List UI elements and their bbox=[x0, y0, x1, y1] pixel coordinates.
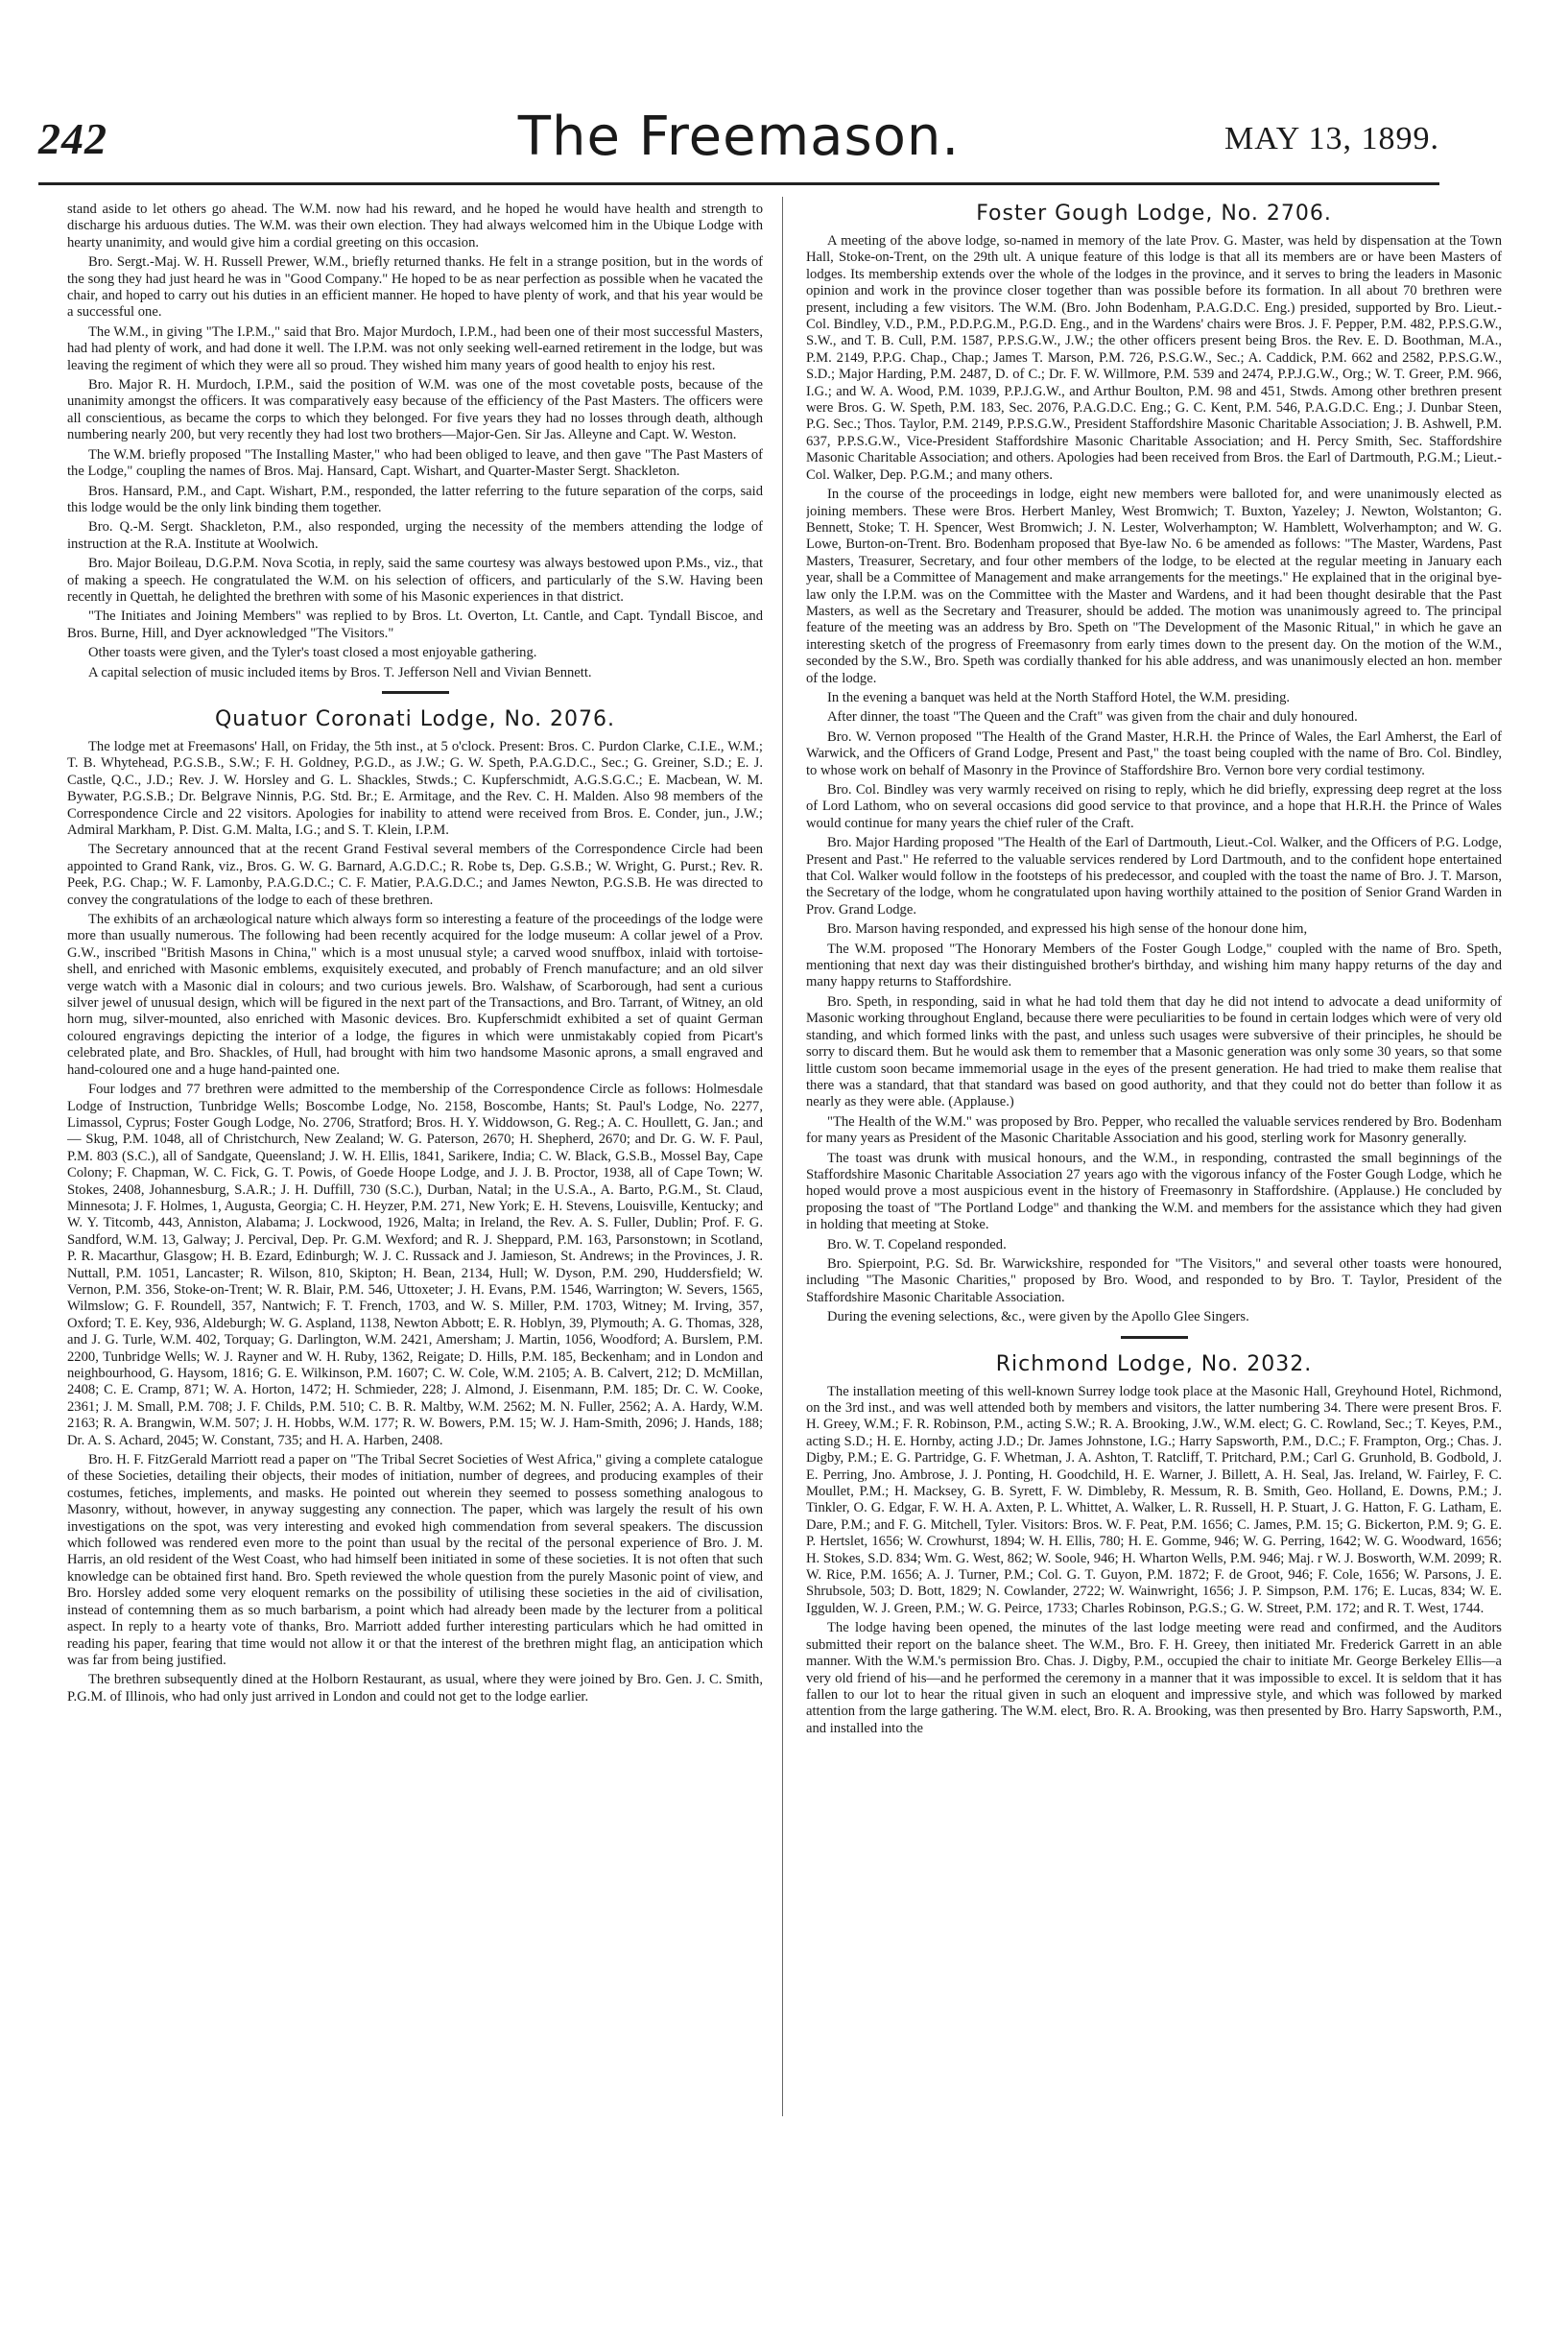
section-rule bbox=[1121, 1336, 1188, 1339]
article-paragraph: After dinner, the toast "The Queen and the Craft" was given from the chair and duly honoured. bbox=[827, 709, 1358, 726]
quatuor-coronati-heading: Quatuor Coronati Lodge, No. 2076. bbox=[214, 706, 616, 731]
article-paragraph: Bro. Sergt.-Maj. W. H. Russell Prewer, W.M., briefly returned thanks. He felt in a strange position, but in the words of the song they had just heard he was in "Good Company." He hoped to be as near perfection as possible when he vacated the chair, and hoped to carry out his duties in an efficient manner. He hoped to have plenty of work, and that his year would be a successful one. bbox=[67, 254, 763, 321]
article-paragraph: The exhibits of an archæological nature which always form so interesting a feature of the proceedings of the lodge were more than usually numerous. The following had been recently acquired for the lodge museum: A collar jewel of a Prov. G.W., inscribed "British Masons in China," which is a most unusual style; a carved wood snuffbox, inlaid with tortoise-shell, and enriched with Masonic emblems, exquisitely executed, and probably of French manufacture; and an old silver verge watch with a Masonic dial in colours; and two curious jewels. Bro. Walshaw, of Scarborough, had sent a curious silver jewel of unusual design, which will be figured in the next part of the Transactions, and Bro. Tarrant, of Witney, an old horn mug, silver-mounted, also enriched with Masonic devices. Bro. Kupferschmidt exhibited a set of quaint German coloured engravings depicting the interior of a lodge, the figures in which were unmistakably copied from Picart's celebrated plate, and Bro. Shackles, of Hull, had brought with him two handsome Masonic aprons, a small engraved and hand-coloured one and a huge hand-painted one. bbox=[67, 912, 763, 1078]
article-paragraph: Bro. Major Harding proposed "The Health of the Earl of Dartmouth, Lieut.-Col. Walker, and the Officers of P.G. Lodge, Present and Past." He referred to the valuable services rendered by Lord Dartmouth, and to the confident hope entertained that Col. Walker would follow in the footsteps of his predecessor, and coupled with the toast the name of Bro. J. T. Marson, the Secretary of the lodge, whom he congratulated upon having worthily attained to the position of Senior Grand Warden in Prov. Grand Lodge. bbox=[806, 835, 1502, 918]
article-paragraph: The brethren subsequently dined at the Holborn Restaurant, as usual, where they were joined by Bro. Gen. J. C. Smith, P.G.M. of Illinois, who had only just arrived in London and could not get to the lodge earlier. bbox=[67, 1672, 763, 1705]
article-paragraph: stand aside to let others go ahead. The W.M. now had his reward, and he hoped he would have health and strength to discharge his arduous duties. The W.M. was their own election. They had always welcomed him in the Ubique Lodge with hearty unanimity, and would give him a cordial greeting on this occasion. bbox=[67, 202, 763, 250]
article-paragraph: The W.M. briefly proposed "The Installing Master," who had been obliged to leave, and then gave "The Past Masters of the Lodge," coupling the names of Bros. Maj. Hansard, Capt. Wishart, and Quarter-Master Sergt. Shackleton. bbox=[67, 446, 763, 480]
paper-title: The Freemason. bbox=[517, 106, 961, 168]
article-paragraph: The Secretary announced that at the recent Grand Festival several members of the Correspondence Circle had been appointed to Grand Rank, viz., Bros. G. W. G. Barnard, A.G.D.C.; R. Robe ts, Dep. G.S.B.; W. Wright, G. Purst.; Rev. R. Peek, P.G. Chap.; W. F. Lamonby, P.A.G.D.C.; C. F. Matier, P.A.G.D.C.; and James Newton, P.G.S.B. He was directed to convey the congratulations of the lodge to each of these brethren. bbox=[67, 842, 763, 908]
article-paragraph: "The Health of the W.M." was proposed by Bro. Pepper, who recalled the valuable services rendered by Bro. Bodenham for many years as President of the Masonic Charitable Association and his good, sterling work for Masonry generally. bbox=[806, 1113, 1502, 1147]
article-paragraph: Bro. W. T. Copeland responded. bbox=[827, 1236, 1007, 1252]
article-paragraph: A meeting of the above lodge, so-named in memory of the late Prov. G. Master, was held by dispensation at the Town Hall, Stoke-on-Trent, on the 29th ult. A unique feature of this lodge is that all its members are or have been Masters of lodges. Its membership extends over the whole of the lodges in the province, and it serves to bring the leaders in Masonic opinion and work in the province closer together than was possible before its formation. In all about 70 brethren were present, including a few visitors. The W.M. (Bro. John Bodenham, P.A.G.D.C. Eng.) presided, supported by Bro. Lieut.-Col. Bindley, V.D., P.M., P.D.P.G.M., P.G.D. Eng., and in the Wardens' chairs were Bros. J. F. Pepper, P.M. 482, P.P.S.G.W., S.W., and T. B. Cull, P.M. 1587, P.P.S.G.W., J.W.; the other officers present being Bros. the Rev. E. D. Boothman, M.A., P.M. 2149, P.P.G. Chap., Chap.; James T. Marson, P.M. 726, P.S.G.W., Sec.; A. Caddick, P.M. 662 and 2582, P.P.S.G.W., S.D.; Major Harding, P.M. 2487, D. of C.; Dr. F. W. Willmore, P.M. 539 and 2474, P.P.J.G.W., Org.; W. T. Greer, P.M. 966, I.G.; and W. A. Wood, P.M. 1039, P.P.J.G.W., and Arthur Boulton, P.M. 98 and 451, Stwds. Among other brethren present were Bros. G. W. Speth, P.M. 183, Sec. 2076, P.A.G.D.C. Eng.; G. C. Kent, P.M. 546, P.A.G.D.C. Eng.; J. Dunbar Steen, P.G. Sec.; Thos. Taylor, P.M. 2149, P.P.S.G.W., President Staffordshire Masonic Charitable Association; J. B. Ashwell, P.M. 637, P.P.S.G.W., Vice-President Staffordshire Masonic Charitable Association; and H. Percy Smith, Sec. Staffordshire Masonic Charitable Association; and others. Apologies had been received from Bros. the Earl of Dartmouth, P.G.M.; Lieut.-Col. Walker, Dep. P.G.M.; and many others. bbox=[806, 233, 1502, 483]
page-number: 242 bbox=[38, 114, 107, 163]
foster-gough-heading: Foster Gough Lodge, No. 2706. bbox=[976, 202, 1332, 226]
issue-date: MAY 13, 1899. bbox=[1224, 121, 1439, 156]
article-paragraph: The lodge having been opened, the minutes of the last lodge meeting were read and confirmed, and the Auditors submitted their report on the balance sheet. The W.M., Bro. F. H. Greey, then initiated Mr. Frederick Garrett in an able manner. With the W.M.'s permission Bro. Chas. J. Digby, P.M., occupied the chair to initiate Mr. George Berkeley Ellis—a very old friend of his—and he performed the ceremony in a manner that it was impossible to excel. It is seldom that it has fallen to our lot to hear the ritual given in such an eloquent and impressive style, and which was followed by marked attention from the large gathering. The W.M. elect, Bro. R. A. Brooking, was then presented by Bro. Harry Sapsworth, P.M., and installed into the bbox=[806, 1620, 1502, 1736]
article-paragraph: Bro. Col. Bindley was very warmly received on rising to reply, which he did briefly, expressing deep regret at the loss of Lord Lathom, who on several occasions did good service to that province, and a hope that H.R.H. the Prince of Wales would continue for many years the chief ruler of the Craft. bbox=[806, 782, 1502, 831]
masthead bbox=[38, 106, 1439, 182]
left-column bbox=[67, 202, 763, 2121]
article-paragraph: Bro. Major Boileau, D.G.P.M. Nova Scotia, in reply, said the same courtesy was always bestowed upon P.Ms., viz., that of making a speech. He congratulated the W.M. on his selection of officers, and particularly of the S.W. Having been recently in Quettah, he delighted the brethren with some of his Masonic experiences in that district. bbox=[67, 556, 763, 605]
section-rule bbox=[382, 691, 449, 694]
article-paragraph: The toast was drunk with musical honours, and the W.M., in responding, contrasted the small beginnings of the Staffordshire Masonic Charitable Association 27 years ago with the vigorous infancy of the Foster Gough Lodge, which he hoped would prove a most auspicious event in the history of Freemasonry in Staffordshire. (Applause.) He concluded by proposing the toast of "The Portland Lodge" and thanking the W.M. and members for the assistance which they had given in holding that meeting at Stoke. bbox=[806, 1150, 1502, 1233]
article-paragraph: Bro. H. F. FitzGerald Marriott read a paper on "The Tribal Secret Societies of West Africa," giving a complete catalogue of these Societies, detailing their objects, their modes of initiation, number of degrees, and producing examples of their costumes, fetiches, implements, and masks. He pointed out wherein they seemed to possess something analogous to Masonry, without, however, in anyway suggesting any connection. The paper, which was largely the result of his own investigations on the spot, was very interesting and evoked high commendation from several speakers. The discussion which followed was rendered even more to the point than usual by the recital of the personal experience of Bro. J. M. Harris, an old resident of the West Coast, who had himself been initiated in some of these societies. It is not often that such knowledge can be obtained first hand. Bro. Speth reviewed the whole question from the purely Masonic point of view, and Bro. Horsley added some very eloquent remarks on the possibility of utilising these societies in the aid of civilisation, instead of contemning them as so much barbarism, a point which had already been made by the lecturer from a political aspect. In reply to a hearty vote of thanks, Bro. Marriott added further interesting particulars which he had omitted in reading his paper, fearing that time would not allow it or that the interest of the brethren might flag, an anticipation which was far from being justified. bbox=[67, 1452, 763, 1668]
richmond-lodge-heading: Richmond Lodge, No. 2032. bbox=[995, 1351, 1313, 1376]
article-paragraph: Four lodges and 77 brethren were admitted to the membership of the Correspondence Circle as follows: Holmesdale Lodge of Instruction, Tunbridge Wells; Boscombe Lodge, No. 2158, Boscombe, Hants; St. Paul's Lodge, No. 2277, Limassol, Cyprus; Foster Gough Lodge, No. 2706, Stratford; Bros. H. Y. Widdowson, G. Reg.; A. C. Houllett, G. Jan.; and — Skug, P.M. 1048, all of Christchurch, New Zealand; W. G. Paterson, 2670; H. Shepherd, 2670; and Dr. G. W. F. Paul, P.M. 803 (S.C.), all of Sandgate, Queensland; J. W. H. Ellis, 1841, Sarikere, India; C. W. Black, G.S.B., Mossel Bay, Cape Colony; F. Chapman, W. C. Fick, G. T. Powis, of Goede Hoope Lodge, and J. J. B. Proctor, 1938, all of Cape Town; W. Stokes, 2408, Johannesburg, S.A.R.; J. H. Duffill, 730 (S.C.), Durban, Natal; in the U.S.A., A. Barto, P.G.M., St. Claud, Minnesota; J. F. Holmes, 1, Augusta, Georgia; C. H. Heyzer, P.M. 271, New York; E. H. Stevens, Louisville, Kentucky; and W. Y. Titcomb, 443, Anniston, Alabama; J. Lockwood, 1926, Malta; in Ireland, the Rev. A. S. Fuller, Dublin; Prof. F. G. Sandford, W.M. 13, Galway; J. Percival, Dep. Pr. G.M. Wexford; and R. J. Sheppard, P.M. 163, Parsonstown; in Scotland, P. R. Macarthur, Glasgow; H. B. Ezard, Edinburgh; W. J. C. Russack and J. Jamieson, St. Andrews; in the Provinces, J. R. Nuttall, P.M. 1051, Lancaster; R. Wilson, 810, Skipton; H. Bean, 2134, Hull; W. Dyson, P.M. 290, Huddersfield; W. Vernon, P.M. 356, Stoke-on-Trent; W. R. Blair, P.M. 546, Uttoxeter; J. H. Evans, P.M. 1546, Warrington; W. Severs, 1565, Wilmslow; G. F. Roundell, 357, Nantwich; F. T. French, 1703, and W. S. Miller, P.M. 1703, Witney; M. Irving, 357, Oxford; T. E. Key, 936, Aldeburgh; W. G. Aspland, 1138, Newton Abbott; E. R. Hoblyn, 39, Plymouth; A. G. Thomas, 328, and J. G. Turle, W.M. 402, Torquay; G. Darlington, W.M. 2421, Amersham; J. Martin, 1056, Woodford; A. Burslem, P.M. 2200, Tunbridge Wells; W. J. Rayner and W. H. Ruby, 1362, Reigate; D. Hills, P.M. 185, Beckenham; and in London and neighbourhood, G. Haysom, 1816; G. E. Wilkinson, P.M. 1607; C. W. Cole, W.M. 2105; A. B. Calvert, 212; D. McMillan, 2408; C. E. Cramp, 871; W. A. Horton, 1472; H. Schmieder, 228; J. Almond, J. Eisenmann, P.M. 185; Dr. C. W. Cooke, 2361; J. M. Small, P.M. 708; J. F. Childs, P.M. 510; C. B. R. Maltby, W.M. 2562; M. N. Fuller, 2562; A. A. Hardy, W.M. 2163; R. A. Brangwin, W.M. 507; J. H. Hobbs, W.M. 177; R. W. Bowers, P.M. 15; W. J. Ham-Smith, 2096; J. Hands, 188; Dr. A. S. Achard, 2045; W. Constant, 735; and H. A. Harben, 2408. bbox=[67, 1082, 763, 1448]
article-paragraph: In the course of the proceedings in lodge, eight new members were balloted for, and were unanimously elected as joining members. These were Bros. Herbert Manley, West Bromwich; T. Buxton, Yazeley; J. Newton, Wolstanton; G. Bennett, Stoke; T. H. Spencer, West Bromwich; J. N. Lester, Wolverhampton; W. Hamblett, Wolverhampton; and W. G. Lowe, Burton-on-Trent. Bro. Bodenham proposed that Bye-law No. 6 be amended as follows: "The Master, Wardens, Past Masters, Treasurer, Secretary, and four other members of the lodge, to be elected at the regular meeting in January each year, shall be a Committee of Management and make arrangements for the meetings." He explained that in the original bye-law only the I.P.M. was on the Committee with the Master and Wardens, and it had been thought desirable that the Past Masters, as well as the Secretary and Treasurer, should be added. The motion was unanimously agreed to. The principal feature of the meeting was an address by Bro. Speth on "The Development of the Masonic Ritual," in which he gave an interesting sketch of the progress of Freemasonry from early times down to the present day. On the motion of the W.M., seconded by the S.W., Bro. Speth was cordially thanked for his able address, and was unanimously elected an hon. member of the lodge. bbox=[806, 487, 1502, 686]
article-paragraph: During the evening selections, &c., were given by the Apollo Glee Singers. bbox=[827, 1309, 1249, 1325]
article-paragraph: The W.M., in giving "The I.P.M.," said that Bro. Major Murdoch, I.P.M., had been one of their most successful Masters, had had plenty of work, and had done it well. The I.P.M. was not only seeking well-earned retirement in the lodge, but was leaving the regiment of which they were all so proud. They wished him many years of good health to enjoy his rest. bbox=[67, 323, 763, 373]
article-paragraph: Bro. Marson having responded, and expressed his high sense of the honour done him, bbox=[827, 921, 1308, 938]
article-paragraph: Bro. W. Vernon proposed "The Health of the Grand Master, H.R.H. the Prince of Wales, the Earl Amherst, the Earl of Warwick, and the Officers of Grand Lodge, Present and Past," the toast being coupled with the name of Bro. Col. Bindley, to whose work on behalf of Masonry in the Province of Staffordshire Bro. Vernon bore very cordial testimony. bbox=[806, 728, 1502, 778]
article-paragraph: Bro. Speth, in responding, said in what he had told them that day he did not intend to advocate a dead uniformity of Masonic working throughout England, because there were peculiarities to be found in certain lodges which were of very old standing, and which formed links with the past, and unless such usages were subversive of their principles, he should be sorry to discard them. But he would ask them to remember that a Masonic generation was only some 30 years, so that some little custom soon became immemorial usage in the eyes of the present generation. He had tried to make them realise that there was a standard, that that standard was based on good authority, and that they could not do better than follow it as nearly as they were able. (Applause.) bbox=[806, 993, 1502, 1110]
article-paragraph: Bro. Spierpoint, P.G. Sd. Br. Warwickshire, responded for "The Visitors," and several other toasts were honoured, including "The Masonic Charities," proposed by Bro. Wood, and responded to by Bro. T. Taylor, President of the Staffordshire Masonic Charitable Association. bbox=[806, 1255, 1502, 1305]
richmond-lodge-article bbox=[806, 1384, 1502, 1738]
right-column bbox=[806, 202, 1502, 2121]
article-paragraph: A capital selection of music included items by Bros. T. Jefferson Nell and Vivian Bennett. bbox=[88, 664, 592, 680]
article-paragraph: The installation meeting of this well-known Surrey lodge took place at the Masonic Hall, Greyhound Hotel, Richmond, on the 3rd inst., and was well attended both by members and visitors, the latter numbering 34. There were present Bros. F. H. Greey, W.M.; F. R. Robinson, P.M., acting S.W.; R. A. Brooking, J.W., W.M. elect; G. C. Rowland, Sec.; T. Keyes, P.M., acting S.D.; H. E. Hornby, acting J.D.; Dr. James Johnstone, I.G.; Harry Sapsworth, P.M., D.C.; F. Frampton, Org.; Chas. J. Digby, P.M.; E. G. Partridge, G. F. Whetman, J. A. Ashton, T. Ratcliff, T. Pritchard, P.M.; Carl G. Grunhold, B. Godbold, J. E. Perring, Jno. Ambrose, J. J. Ponting, H. Goodchild, H. E. Warner, J. Billett, A. H. Seal, Jas. Ireland, W. Fairley, F. C. Moullet, P.M.; H. Macksey, G. B. Syrett, F. W. Dimbleby, R. Messum, R. B. Smith, Geo. Holland, E. Downs, P.M.; J. Tinkler, O. G. Edgar, F. W. H. A. Axten, P. L. Whittet, A. Walker, L. R. Russell, H. P. Stuart, J. G. Hatton, F. G. Latham, E. Dare, P.M.; and F. G. Mitchell, Tyler. Visitors: Bros. W. F. Peat, P.M. 1656; C. James, P.M. 15; G. Bickerton, P.M. 9; G. E. P. Hertslet, 1656; W. Crowhurst, 1894; W. H. Ellis, 780; H. E. Gomme, 946; W. G. Perring, 1642; W. G. Woodward, 1656; H. Stokes, S.D. 834; Wm. G. West, 862; W. Soole, 946; H. Wharton Wells, P.M. 946; Maj. r W. J. Bosworth, W.M. 2099; R. W. Rice, P.M. 1656; A. J. Turner, P.M.; Col. G. T. Guyon, P.M. 1872; F. de Groot, 946; F. Cole, 1656; W. Parsons, J. E. Shrubsole, 503; D. Bott, 1829; N. Cowlander, 2722; W. Wainwright, 1656; J. P. Simpson, P.M. 176; E. Lucas, 834; W. E. Iggulden, W. J. Green, P.M.; W. G. Peirce, 1733; Charles Robinson, P.G.S.; G. W. Street, P.M. 172; and R. T. West, 1744. bbox=[806, 1383, 1502, 1616]
article-paragraph: The W.M. proposed "The Honorary Members of the Foster Gough Lodge," coupled with the name of Bro. Speth, mentioning that next day was their distinguished brother's birthday, and wishing him many happy returns of the day and many happy returns to Staffordshire. bbox=[806, 941, 1502, 990]
article-paragraph: In the evening a banquet was held at the North Stafford Hotel, the W.M. presiding. bbox=[827, 689, 1291, 705]
column-divider bbox=[782, 197, 783, 2116]
ubique-lodge-continuation bbox=[67, 202, 763, 681]
masthead-rule bbox=[38, 182, 1439, 185]
article-paragraph: Bro. Q.-M. Sergt. Shackleton, P.M., also responded, urging the necessity of the members attending the lodge of instruction at the R.A. Institute at Woolwich. bbox=[67, 519, 763, 552]
article-paragraph: Other toasts were given, and the Tyler's toast closed a most enjoyable gathering. bbox=[88, 645, 537, 661]
article-paragraph: Bros. Hansard, P.M., and Capt. Wishart, P.M., responded, the latter referring to the future separation of the corps, said this lodge would be the only link binding them together. bbox=[67, 483, 763, 515]
quatuor-coronati-article bbox=[67, 739, 763, 1705]
article-paragraph: The lodge met at Freemasons' Hall, on Friday, the 5th inst., at 5 o'clock. Present: Bros. C. Purdon Clarke, C.I.E., W.M.; T. B. Whytehead, P.G.S.B., S.W.; F. H. Goldney, P.G.D., as J.W.; G. W. Speth, P.A.G.D.C., Sec.; G. Greiner, S.D.; E. J. Castle, Q.C., J.D.; Rev. J. W. Horsley and G. L. Shackles, Stwds.; C. Kupferschmidt, A.G.S.G.C.; E. Macbean, W. M. Bywater, P.G.S.B.; Dr. Belgrave Ninnis, P.G. Std. Br.; E. Armitage, and the Rev. C. H. Malden. Also 98 members of the Correspondence Circle and 22 visitors. Apologies for inability to attend were received from Bros. E. Conder, jun., J.W.; Admiral Markham, P. Dist. G.M. Malta, I.G.; and S. T. Klein, I.P.M. bbox=[67, 738, 763, 838]
article-paragraph: Bro. Major R. H. Murdoch, I.P.M., said the position of W.M. was one of the most covetable posts, because of the unanimity amongst the officers. It was comparatively easy because of the efficiency of the Past Masters. The officers were all conscientious, as became the corps to which they belonged. For five years they had no losses through death, although numbering nearly 200, but very recently they had lost two brothers—Major-Gen. Sir Jas. Alleyne and Capt. W. Weston. bbox=[67, 377, 763, 443]
foster-gough-article bbox=[806, 233, 1502, 1326]
article-paragraph: "The Initiates and Joining Members" was replied to by Bros. Lt. Overton, Lt. Cantle, and Capt. Tyndall Biscoe, and Bros. Burne, Hill, and Dyer acknowledged "The Visitors." bbox=[67, 608, 763, 641]
